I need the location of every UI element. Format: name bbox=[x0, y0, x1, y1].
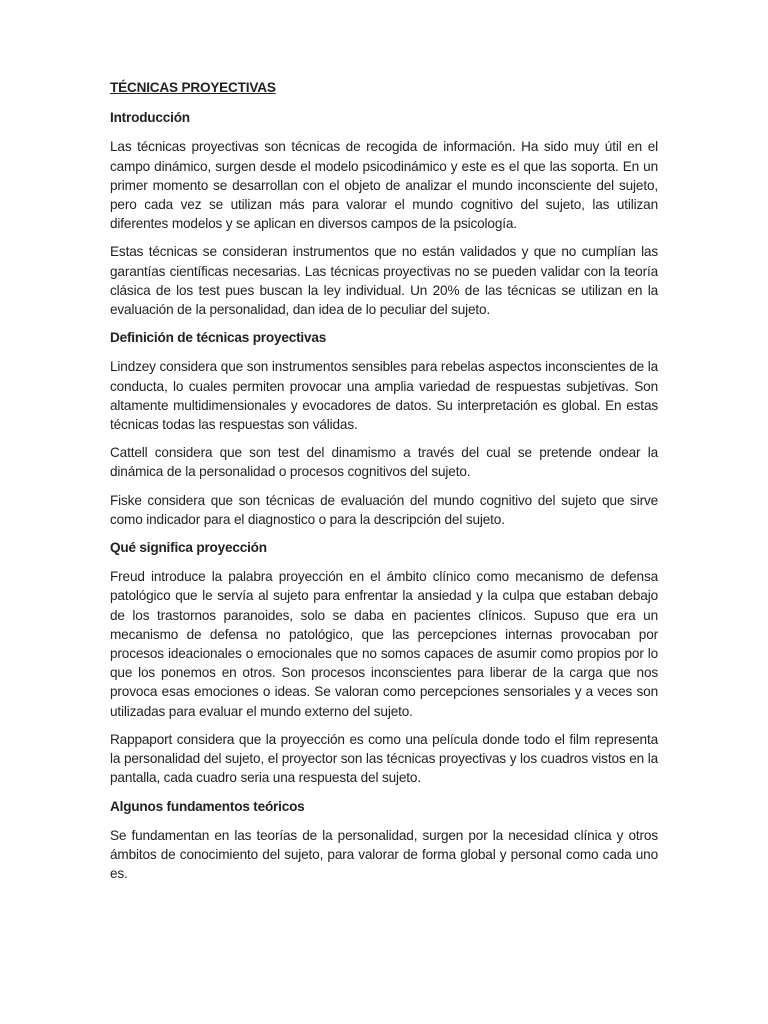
paragraph: Cattell considera que son test del dinamismo a través del cual se pretende ondear la dinámica de la personalidad o procesos cognitivos del sujeto. bbox=[110, 445, 658, 480]
paragraph: Se fundamentan en las teorías de la personalidad, surgen por la necesidad clínica y otros ámbitos de conocimiento del sujeto, para valorar de forma global y personal como cada uno es. bbox=[110, 827, 658, 882]
section-heading-introduccion: Introducción bbox=[110, 110, 190, 126]
paragraph: Lindzey considera que son instrumentos sensibles para rebelas aspectos inconscientes de la conducta, lo cuales permiten provocar una amplia variedad de respuestas subjetivas. Son altamente multidimensionales y evocadores de datos. Su interpretación es global. En estas técnicas todas las respuestas son válidas. bbox=[110, 359, 658, 433]
paragraph: Fiske considera que son técnicas de evaluación del mundo cognitivo del sujeto que sirve como indicador para el diagnostico o para la descripción del sujeto. bbox=[110, 492, 658, 527]
document-page bbox=[110, 78, 658, 892]
section-heading-definicion: Definición de técnicas proyectivas bbox=[110, 330, 327, 346]
document-title: TÉCNICAS PROYECTIVAS bbox=[110, 80, 276, 95]
paragraph: Freud introduce la palabra proyección en el ámbito clínico como mecanismo de defensa patológico que le servía al sujeto para enfrentar la ansiedad y la culpa que estaban debajo de los trastornos paranoides, solo se daba en pacientes clínicos. Supuso que era un mecanismo de defensa no patológico, que las percepciones internas provocaban por procesos ideacionales o emocionales que no somos capaces de asumir como propios por lo que los ponemos en otros. Son procesos inconscientes para liberar de la carga que nos provoca esas emociones o ideas. Se valoran como percepciones sensoriales y a veces son utilizadas para evaluar el mundo externo del sujeto. bbox=[110, 569, 658, 719]
paragraph: Las técnicas proyectivas son técnicas de recogida de información. Ha sido muy útil en el campo dinámico, surgen desde el modelo psicodinámico y este es el que las soporta. En un primer momento se desarrollan con el objeto de analizar el mundo inconsciente del sujeto, pero cada vez se utilizan más para valorar el mundo cognitivo del sujeto, las utilizan diferentes modelos y se aplican en diversos campos de la psicología. bbox=[110, 139, 658, 232]
paragraph: Estas técnicas se consideran instrumentos que no están validados y que no cumplían las garantías científicas necesarias. Las técnicas proyectivas no se pueden validar con la teoría clásica de los test pues buscan la ley individual. Un 20% de las técnicas se utilizan en la evaluación de la personalidad, dan idea de lo peculiar del sujeto. bbox=[110, 244, 658, 318]
section-heading-fundamentos: Algunos fundamentos teóricos bbox=[110, 798, 305, 814]
section-heading-proyeccion: Qué significa proyección bbox=[110, 540, 267, 556]
paragraph: Rappaport considera que la proyección es como una película donde todo el film representa la personalidad del sujeto, el proyector son las técnicas proyectivas y los cuadros vistos en la pantalla, cada cuadro seria una respuesta del sujeto. bbox=[110, 731, 658, 786]
